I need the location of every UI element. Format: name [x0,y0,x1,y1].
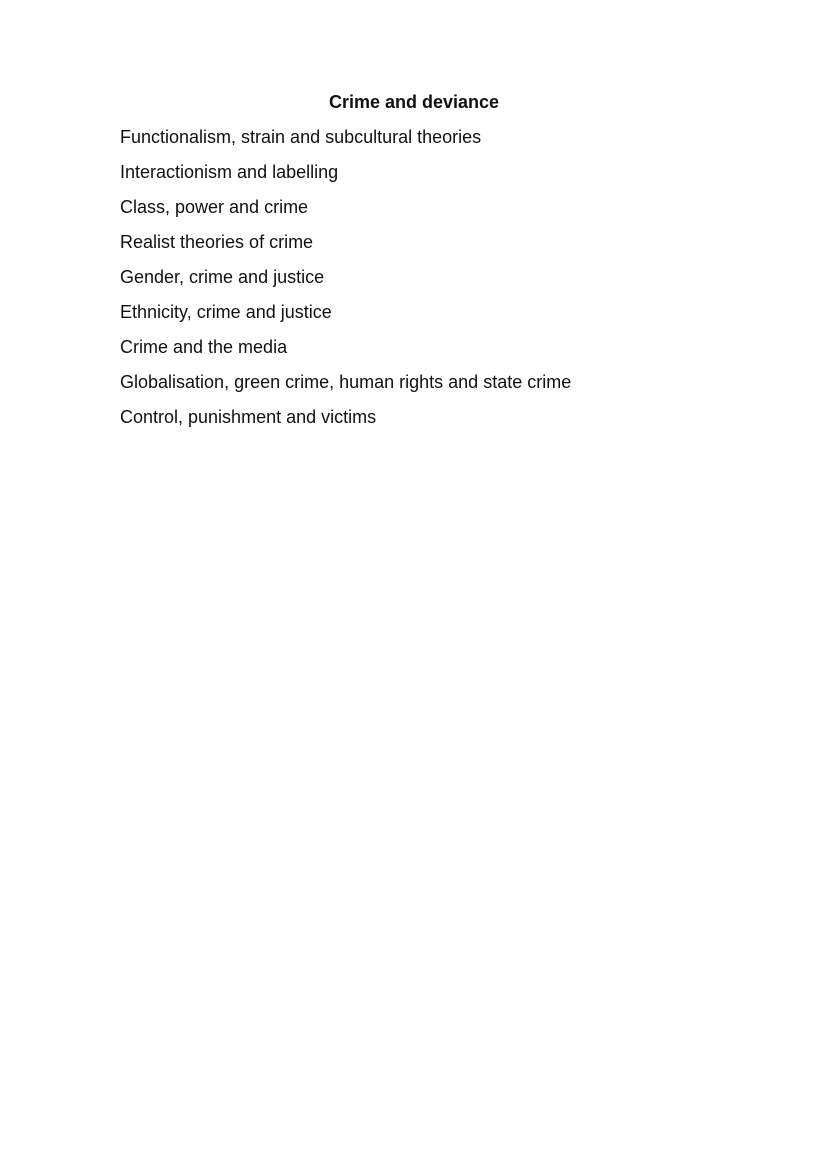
topic-item: Interactionism and labelling [120,162,339,182]
topic-item: Globalisation, green crime, human rights and state crime [120,372,572,392]
topic-item: Functionalism, strain and subcultural theories [120,127,482,147]
topic-item: Class, power and crime [120,197,309,217]
topic-item: Crime and the media [120,337,288,357]
topic-item: Gender, crime and justice [120,267,325,287]
topic-item: Ethnicity, crime and justice [120,302,332,322]
document-title: Crime and deviance [328,92,500,112]
topic-list [120,126,571,441]
topic-item: Control, punishment and victims [120,407,377,427]
topic-item: Realist theories of crime [120,232,314,252]
